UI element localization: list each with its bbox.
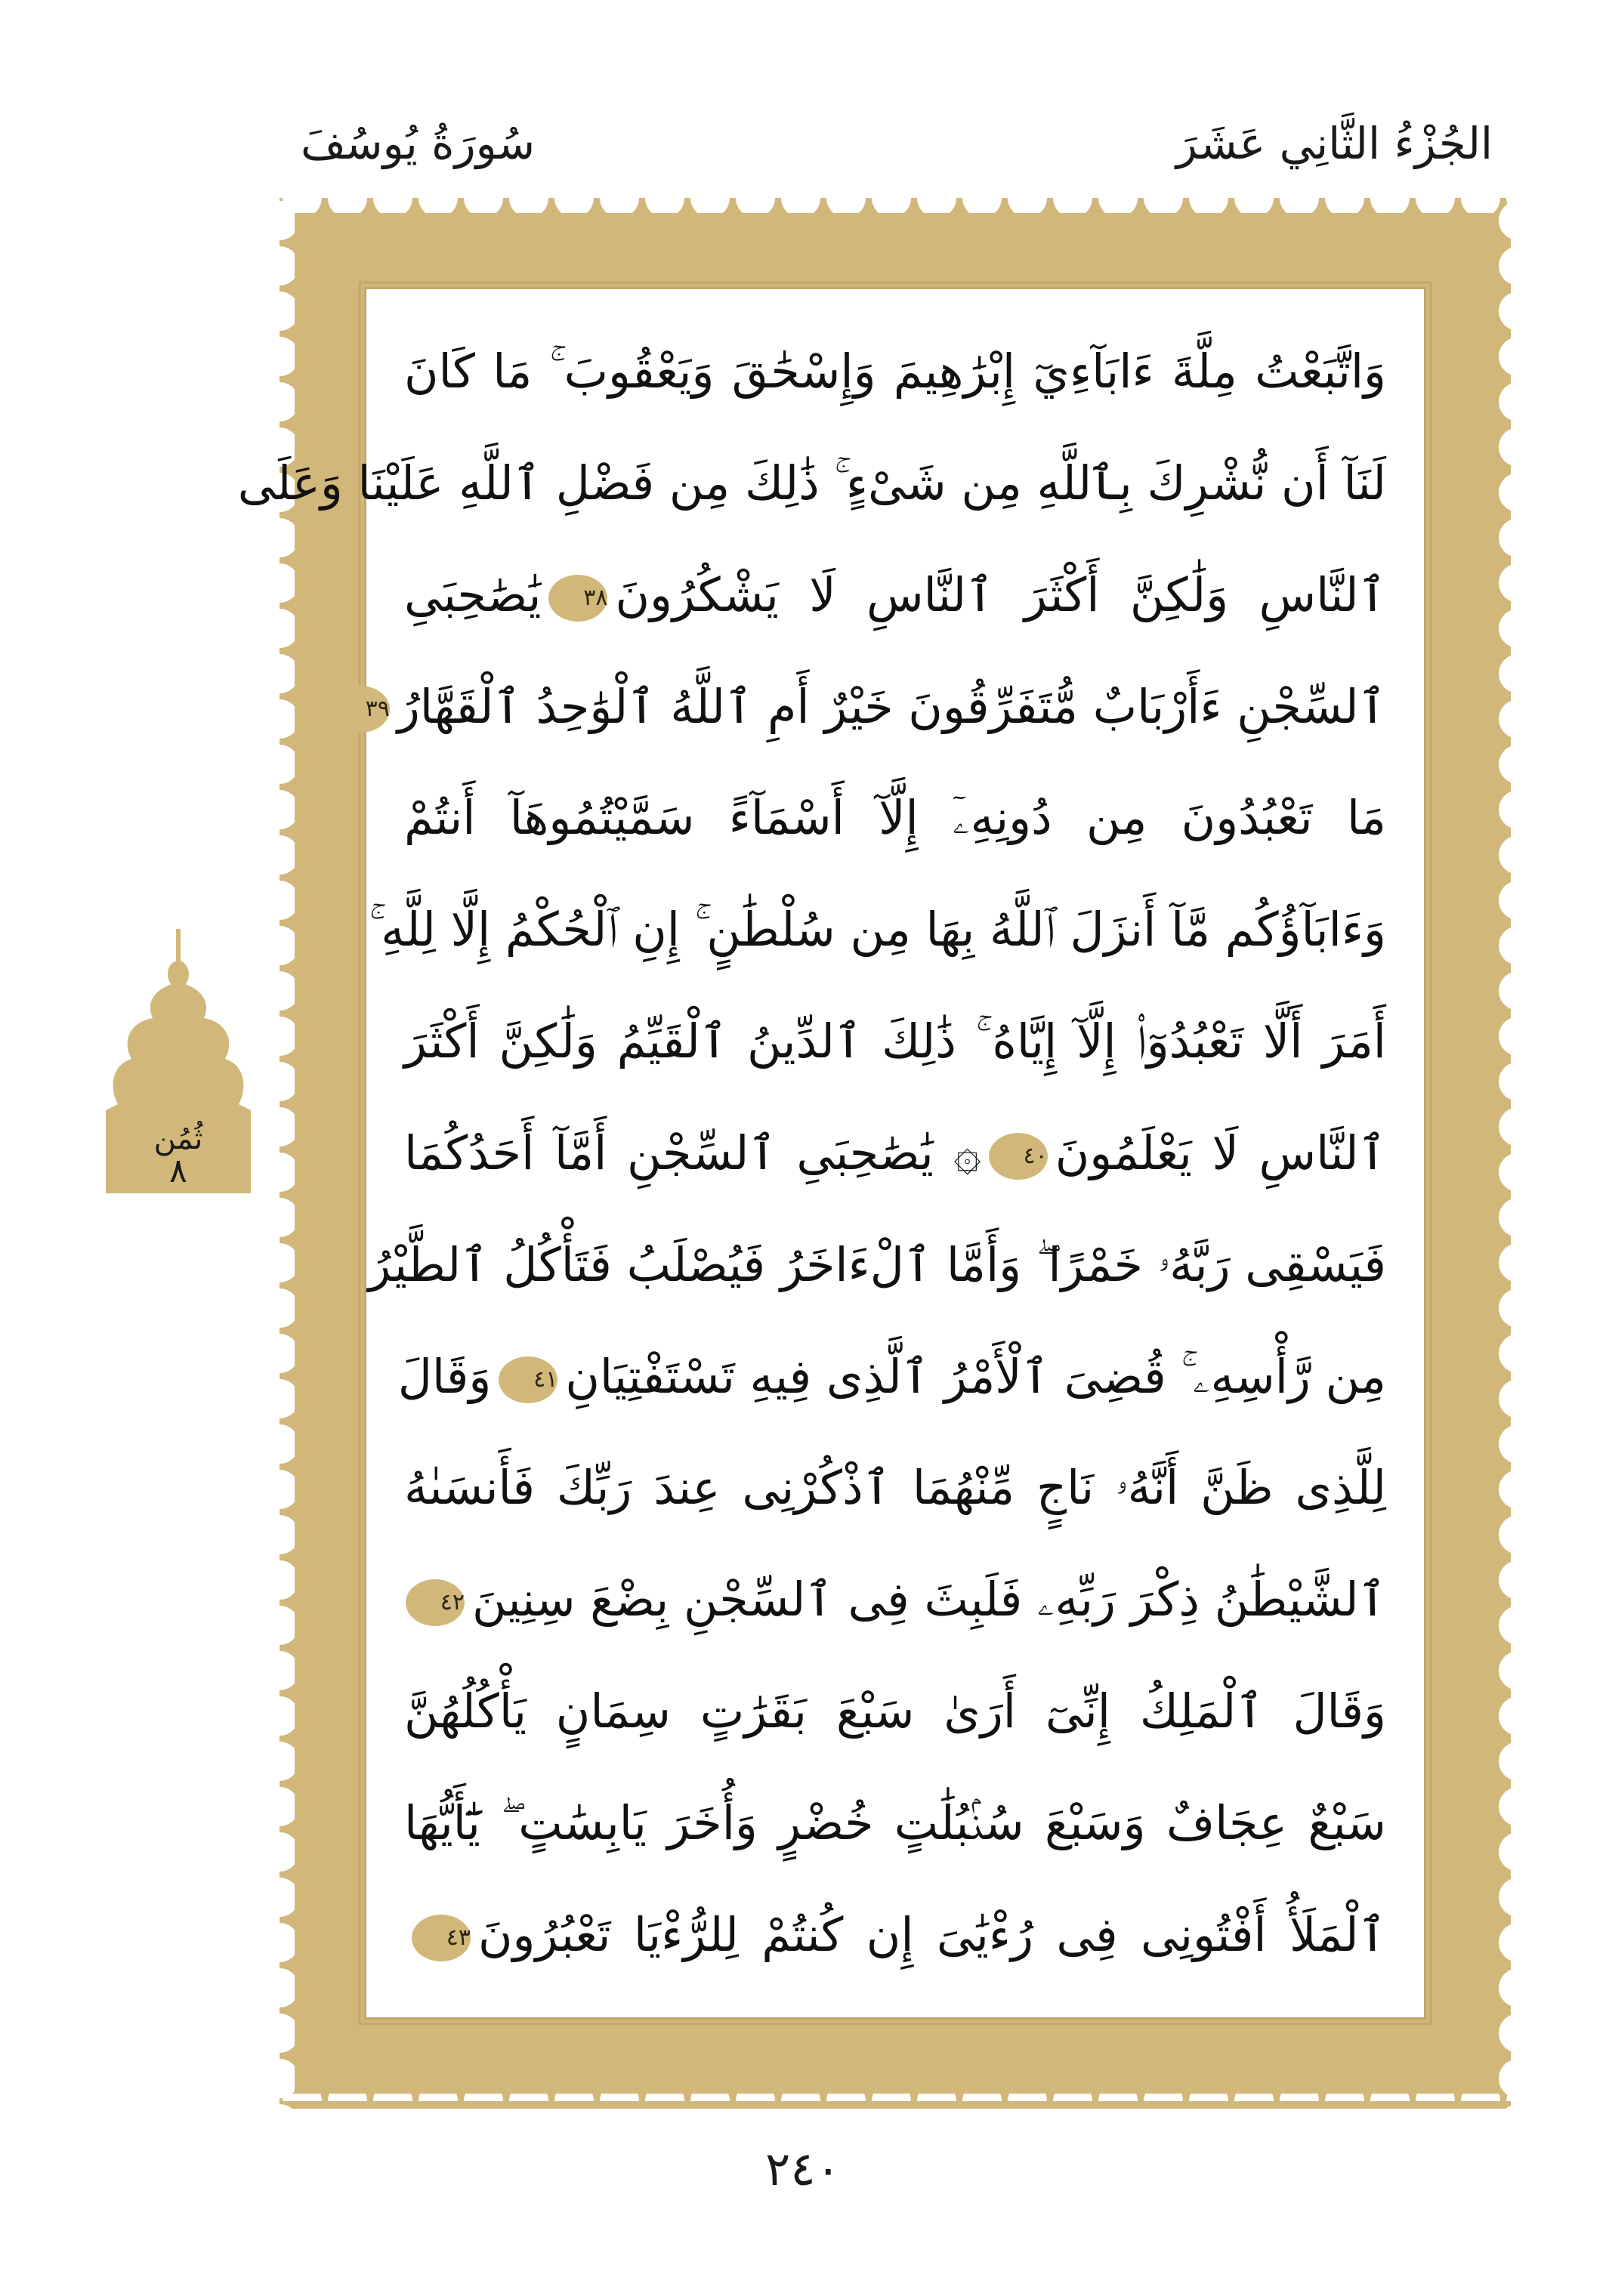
verse-line <box>368 1221 1386 1310</box>
verse-text: وَاتَّبَعْتُ مِلَّةَ ءَابَآءِيٓ إِبْرَٰهِيمَ وَإِسْحَٰقَ وَيَعْقُوبَ ۚ مَا كَانَ <box>404 344 1386 399</box>
verse-line <box>404 327 1386 416</box>
verse-line <box>404 773 1386 863</box>
verse-line <box>404 1555 1386 1644</box>
verse-line <box>237 439 1386 528</box>
verse-line <box>404 1443 1386 1532</box>
verse-text-continuation: يَٰصَٰحِبَىِ <box>404 566 542 622</box>
verse-text: ٱلشَّيْطَٰنُ ذِكْرَ رَبِّهِۦ فَلَبِثَ فِى ٱلسِّجْنِ بِضْعَ سِنِينَ <box>472 1572 1386 1628</box>
page-number: ٢٤٠ <box>765 2141 841 2196</box>
verse-line <box>404 1109 1386 1198</box>
verse-text: سَبْعٌ عِجَافٌ وَسَبْعَ سُنۢبُلَٰتٍ خُضْرٍ وَأُخَرَ يَابِسَٰتٍ ۖ يَٰٓأَيُّهَا <box>404 1795 1386 1850</box>
verse-text: ٱلنَّاسِ لَا يَعْلَمُونَ <box>1055 1125 1386 1180</box>
ayah-number-marker: ٤٢ <box>406 1579 465 1626</box>
verse-text: وَقَالَ ٱلْمَلِكُ إِنِّىٓ أَرَىٰ سَبْعَ بَقَرَٰتٍ سِمَانٍ يَأْكُلُهُنَّ <box>404 1683 1386 1739</box>
ayah-number-marker: ٣٨ <box>548 575 607 622</box>
verse-panel <box>237 287 1426 2020</box>
verse-text-continuation: وَقَالَ <box>397 1348 492 1404</box>
verse-line <box>397 1332 1386 1421</box>
thumun-number: ٨ <box>169 1152 187 1190</box>
verse-lines <box>237 327 1386 1980</box>
verse-text: ٱلنَّاسِ وَلَٰكِنَّ أَكْثَرَ ٱلنَّاسِ لَا يَشْكُرُونَ <box>615 566 1386 622</box>
verse-text: أَمَرَ أَلَّا تَعْبُدُوٓا۟ إِلَّآ إِيَّاهُ ۚ ذَٰلِكَ ٱلدِّينُ ٱلْقَيِّمُ وَلَٰكِنَّ أَكْثَرَ <box>404 1014 1386 1069</box>
verse-line <box>404 997 1386 1086</box>
verse-text: مَا تَعْبُدُونَ مِن دُونِهِۦٓ إِلَّآ أَسْمَآءً سَمَّيْتُمُوهَآ أَنتُمْ <box>404 790 1386 846</box>
verse-line <box>404 1667 1386 1756</box>
ayah-number-marker: ٤٣ <box>412 1915 471 1961</box>
ayah-number-marker: ٤١ <box>499 1356 557 1403</box>
verse-text: وَءَابَآؤُكُم مَّآ أَنزَلَ ٱللَّهُ بِهَا مِن سُلْطَٰنٍ ۚ إِنِ ٱلْحُكْمُ إِلَّا لِلَّهِ ۚ <box>369 902 1386 958</box>
surah-title: سُورَةُ يُوسُفَ <box>301 118 536 169</box>
juz-title: الجُزْءُ الثَّانِي عَشَرَ <box>1175 118 1493 169</box>
thumun-marker <box>106 929 251 1193</box>
verse-text: ٱلْمَلَأُ أَفْتُونِى فِى رُءْيَٰىَ إِن كُنتُمْ لِلرُّءْيَا تَعْبُرُونَ <box>478 1906 1386 1962</box>
ayah-number-marker: ٤٠ <box>989 1133 1048 1180</box>
verse-text: لِلَّذِى ظَنَّ أَنَّهُۥ نَاجٍ مِّنْهُمَا ٱذْكُرْنِى عِندَ رَبِّكَ فَأَنسَىٰهُ <box>404 1460 1386 1516</box>
ayah-number-marker: ٣٩ <box>331 686 390 733</box>
verse-line <box>404 1890 1386 1980</box>
verse-text: مِن رَّأْسِهِۦ ۚ قُضِىَ ٱلْأَمْرُ ٱلَّذِى فِيهِ تَسْتَفْتِيَانِ <box>565 1348 1386 1404</box>
verse-line <box>404 551 1386 640</box>
verse-text: ٱلسِّجْنِ ءَأَرْبَابٌ مُّتَفَرِّقُونَ خَيْرٌ أَمِ ٱللَّهُ ٱلْوَٰحِدُ ٱلْقَهَّارُ <box>397 678 1386 734</box>
thumun-label: ثُمُن <box>153 1122 203 1156</box>
verse-line <box>404 1779 1386 1868</box>
verse-line <box>365 662 1386 751</box>
verse-text-continuation: ۞ يَٰصَٰحِبَىِ ٱلسِّجْنِ أَمَّآ أَحَدُكُمَا <box>404 1125 981 1180</box>
page-frame <box>237 198 1511 2109</box>
verse-text: فَيَسْقِى رَبَّهُۥ خَمْرًا ۖ وَأَمَّا ٱلْءَاخَرُ فَيُصْلَبُ فَتَأْكُلُ ٱلطَّيْرُ <box>368 1236 1386 1292</box>
verse-line <box>369 885 1386 974</box>
verse-text: لَنَآ أَن نُّشْرِكَ بِٱللَّهِ مِن شَىْءٍ ۚ ذَٰلِكَ مِن فَضْلِ ٱللَّهِ عَلَيْنَا وَعَلَى <box>237 455 1386 511</box>
